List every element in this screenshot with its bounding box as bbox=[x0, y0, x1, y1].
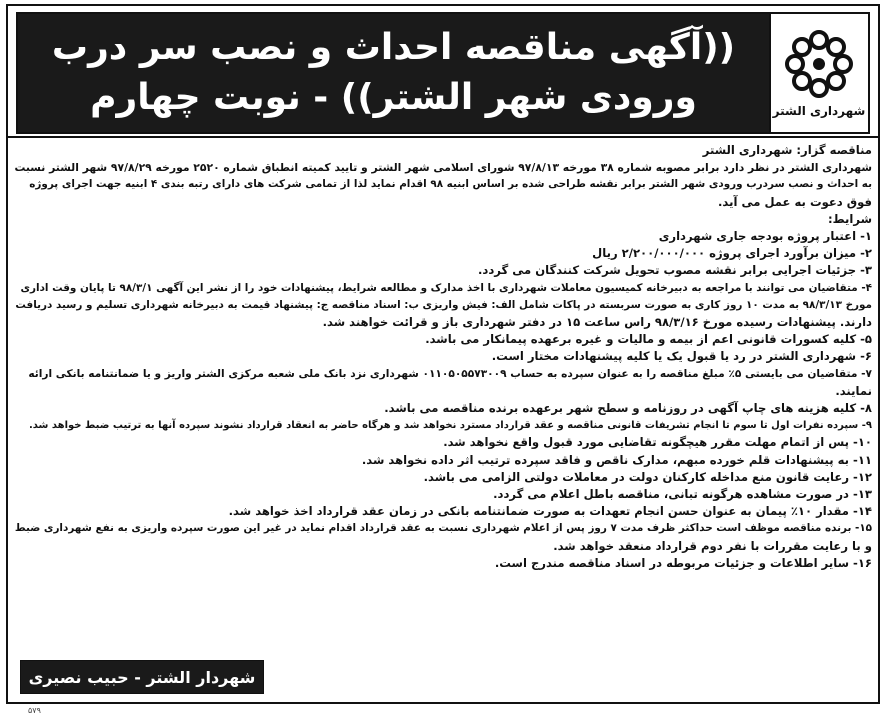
body-line: ۸- کلیه هزینه های چاپ آگهی در روزنامه و سطح شهر برعهده برنده مناقصه می باشد. bbox=[384, 401, 872, 416]
municipality-logo-box bbox=[768, 12, 870, 134]
body-line: فوق دعوت به عمل می آید. bbox=[718, 194, 872, 209]
body-line: نمایند. bbox=[835, 383, 872, 398]
body-line: شرایط: bbox=[828, 211, 872, 226]
notice-body bbox=[14, 142, 872, 572]
body-line: ۳- جزئیات اجرایی برابر نقشه مصوب تحویل شرکت کنندگان می گردد. bbox=[477, 263, 872, 278]
body-line: ۱۰- پس از اتمام مهلت مقرر هیچگونه تقاضایی مورد قبول واقع نخواهد شد. bbox=[443, 435, 872, 450]
body-line: ۱۳- در صورت مشاهده هرگونه تبانی، مناقصه باطل اعلام می گردد. bbox=[493, 487, 872, 502]
body-line: ۱- اعتبار پروژه بودجه جاری شهرداری bbox=[658, 229, 872, 244]
body-line: مورخ ۹۸/۳/۱۳ به مدت ۱۰ روز کاری به صورت سربسته در پاکات شامل الف: فیش واریزی ب: اسناد مناقصه ج: پیشنهاد قیمت به دبیرخانه شهرداری تسلیم و رسید دریافت bbox=[15, 298, 872, 311]
body-line: و با رعایت مقررات با نفر دوم قرارداد منعقد خواهد شد. bbox=[553, 538, 872, 553]
body-line: دارند. پیشنهادات رسیده مورخ ۹۸/۳/۱۶ راس ساعت ۱۵ در دفتر شهرداری باز و قرائت خواهند شد. bbox=[322, 315, 872, 330]
body-line: شهرداری الشتر در نظر دارد برابر مصوبه شماره ۳۸ مورخه ۹۷/۸/۱۳ شورای اسلامی شهر الشتر و تایید کمیته انطباق شماره ۲۵۲۰ مورخه ۹۷/۸/۲۹ شهر الشتر نسبت bbox=[14, 161, 872, 175]
page-number: ۵۷۹ bbox=[28, 706, 41, 715]
title-banner bbox=[16, 12, 771, 134]
body-line: ۵- کلیه کسورات قانونی اعم از بیمه و مالیات و غیره برعهده پیمانکار می باشد. bbox=[425, 332, 872, 347]
body-line: مناقصه گزار: شهرداری الشتر bbox=[702, 143, 872, 157]
body-line: ۲- میزان برآورد اجرای پروژه ۲/۲۰۰/۰۰۰/۰۰۰ ریال bbox=[592, 246, 872, 261]
body-line: ۱۲- رعایت قانون منع مداخله کارکنان دولت در معاملات دولتی الزامی می باشد. bbox=[423, 469, 872, 484]
signature-banner bbox=[20, 660, 264, 694]
municipality-emblem-icon bbox=[783, 28, 855, 100]
body-line: ۴- متقاضیان می توانند با مراجعه به دبیرخانه کمیسیون معاملات شهرداری با اخذ مدارک و مطالعه شرایط، پیشنهادات خود را از نشر این آگهی ۹۸/۳/۱ تا پایان وقت اداری bbox=[20, 281, 872, 294]
title-line-2: ورودی شهر الشتر)) - نوبت چهارم bbox=[90, 77, 697, 118]
title-line-1: ((آگهی مناقصه احداث و نصب سر درب bbox=[51, 27, 736, 68]
body-line: ۱۵- برنده مناقصه موظف است حداکثر ظرف مدت ۷ روز پس از اعلام شهرداری نسبت به عقد قرارداد اقدام نماید در غیر این صورت سپرده واریزی به نفع شهرداری ضبط bbox=[14, 522, 872, 535]
body-line: ۶- شهرداری الشتر در رد یا قبول یک یا کلیه پیشنهادات مختار است. bbox=[491, 349, 872, 364]
body-line: ۷- متقاضیان می بایستی ۵٪ مبلغ مناقصه را به عنوان سپرده به حساب ۰۱۱۰۵۰۵۵۷۳۰۰۹ شهرداری نزد بانک ملی شعبه مرکزی الشتر واریز و یا ضمانتنامه بانکی ارائه bbox=[28, 367, 872, 380]
body-line: ۱۶- سایر اطلاعات و جزئیات مربوطه در اسناد مناقصه مندرج است. bbox=[494, 555, 872, 570]
logo-caption: شهرداری الشتر bbox=[772, 104, 866, 118]
notice-header bbox=[8, 6, 878, 138]
body-line: ۱۴- مقدار ۱۰٪ پیمان به عنوان حسن انجام تعهدات به صورت ضمانتنامه بانکی در زمان عقد قرارداد اخذ خواهد شد. bbox=[228, 504, 872, 519]
body-line: ۱۱- به پیشنهادات قلم خورده مبهم، مدارک ناقص و فاقد سپرده ترتیب اثر داده نخواهد شد. bbox=[361, 452, 872, 467]
body-line: به احداث و نصب سردرب ورودی شهر الشتر برابر نقشه طراحی شده بر اساس ابنیه ۹۸ اقدام نماید لذا از تمامی شرکت های دارای رتبه بندی ۴ ابنیه جهت اجرای پروژه bbox=[29, 178, 872, 191]
mayor-signature: شهردار الشتر - حبیب نصیری bbox=[28, 667, 256, 687]
body-line: ۹- سپرده نفرات اول تا سوم تا انجام تشریفات قانونی مناقصه و عقد قرارداد مسترد نخواهد شد و هرگاه حاضر به انعقاد قرارداد نشوند سپرده آنها به ترتیب ضبط خواهد شد. bbox=[28, 420, 872, 432]
